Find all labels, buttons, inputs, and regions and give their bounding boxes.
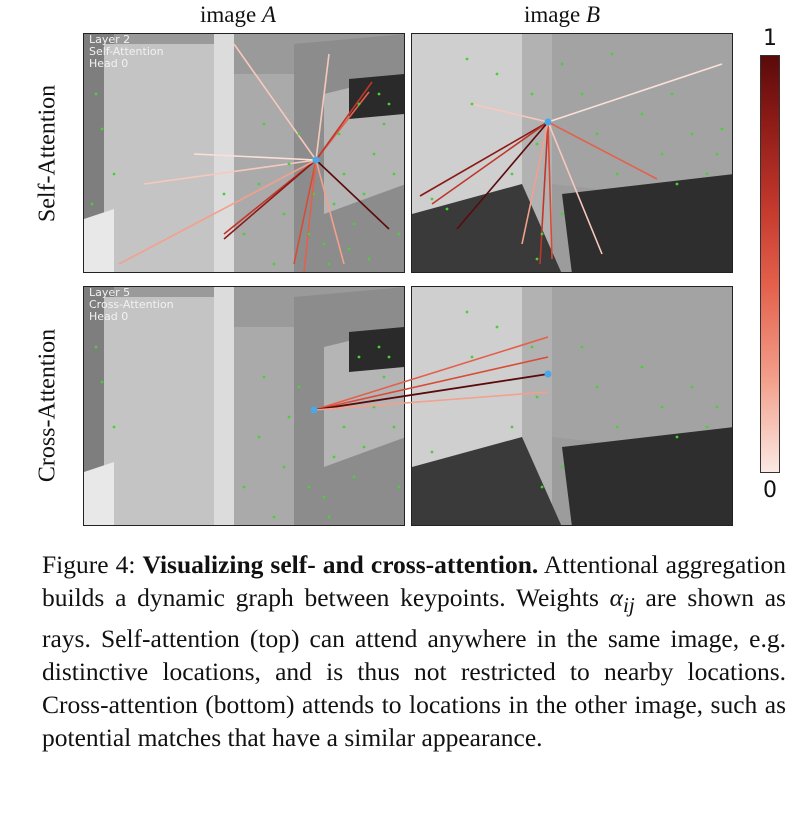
math-alpha: $\alpha_{ij}$ — [609, 583, 635, 618]
column-header-image-a: image A — [200, 2, 277, 27]
caption-bold-title: Visualizing self- and cross-attention. — [142, 550, 539, 579]
column-header-image-b: image B — [524, 2, 601, 27]
overlay-label-self: Layer 2 Self-Attention Head 0 — [89, 33, 164, 70]
caption-text-2: are shown as rays. Self-attention (top) can attend anywhere in the same image, e.g. distinctive locations, and is thus not restricted to nearby locations. Cross-attention (bottom) attends to locations in the other image, such as potential matches that have a similar appearance. — [42, 583, 786, 753]
figure-caption — [42, 548, 786, 754]
query-keypoint-a — [311, 407, 318, 414]
row-header-cross-attention: Cross-Attention — [34, 328, 61, 483]
caption-text-1: Attentional aggregation builds a dynamic graph between keypoints. Weights — [42, 550, 786, 612]
query-keypoint-b — [545, 371, 552, 378]
colorbar-max-label: 1 — [763, 26, 777, 51]
figure-label: Figure 4: — [42, 550, 136, 579]
overlay-label-cross: Layer 5 Cross-Attention Head 0 — [89, 286, 174, 323]
colorbar-min-label: 0 — [763, 478, 777, 503]
row-header-self-attention: Self-Attention — [34, 84, 61, 223]
colorbar — [760, 55, 780, 473]
